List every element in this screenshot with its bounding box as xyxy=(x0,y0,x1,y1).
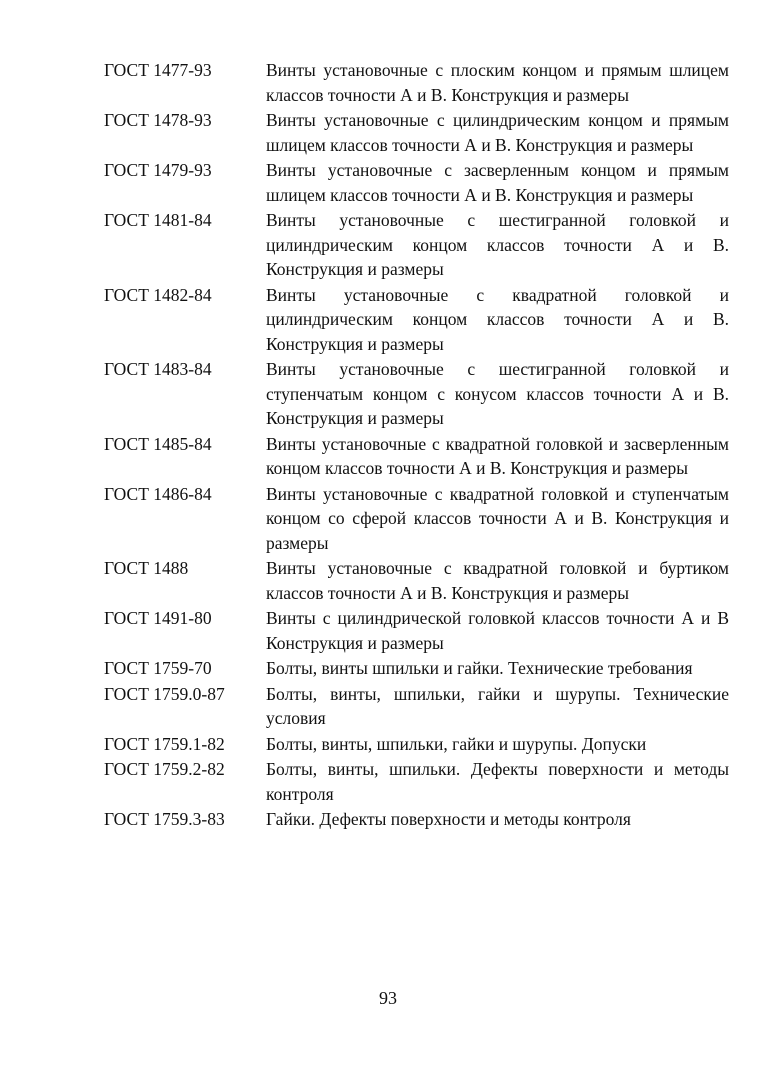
standard-title: Винты установочные с засверленным концом и прямым шлицем классов точности А и В. Конструкция и размеры xyxy=(266,160,729,205)
standard-entry-1479 xyxy=(104,158,729,207)
standard-entry-1483 xyxy=(104,357,729,431)
standard-entry-1488 xyxy=(104,556,729,605)
standard-title: Винты установочные с квадратной головкой и засверленным концом классов точности А и В. Конструкция и размеры xyxy=(266,433,729,478)
standard-entry-1759-0 xyxy=(104,682,729,731)
standard-title: Болты, винты шпильки и гайки. Технические требования xyxy=(266,658,693,678)
standard-code: ГОСТ 1477-93 xyxy=(104,60,212,80)
standard-title: Винты установочные с квадратной головкой и цилиндрическим концом классов точности А и В. Конструкция и размеры xyxy=(266,284,729,354)
standard-entry-1477 xyxy=(104,58,729,107)
standard-entry-1759-1 xyxy=(104,732,729,757)
standard-code: ГОСТ 1478-93 xyxy=(104,110,212,130)
standard-title: Болты, винты, шпильки, гайки и шурупы. Технические условия xyxy=(266,683,729,728)
standard-entry-1485 xyxy=(104,432,729,481)
standard-title: Винты установочные с цилиндрическим концом и прямым шлицем классов точности А и В. Конструкция и размеры xyxy=(266,110,729,155)
page-number: 93 xyxy=(379,988,397,1008)
standard-code: ГОСТ 1759-70 xyxy=(104,658,212,678)
standard-title: Болты, винты, шпильки, гайки и шурупы. Допуски xyxy=(266,733,647,754)
standard-title: Винты установочные с квадратной головкой и ступенчатым концом со сферой классов точности А и В. Конструкция и размеры xyxy=(266,483,729,553)
standard-code: ГОСТ 1481-84 xyxy=(104,210,212,230)
standard-entry-1482 xyxy=(104,283,729,357)
standard-entry-1478 xyxy=(104,108,729,157)
standard-code: ГОСТ 1486-84 xyxy=(104,483,212,504)
standard-title: Винты установочные с квадратной головкой и буртиком классов точности А и В. Конструкция и размеры xyxy=(266,558,729,603)
standard-code: ГОСТ 1759.3-83 xyxy=(104,809,225,829)
standard-code: ГОСТ 1485-84 xyxy=(104,433,212,454)
standard-entry-1759-3 xyxy=(104,807,729,832)
standard-code: ГОСТ 1482-84 xyxy=(104,284,212,305)
standard-code: ГОСТ 1759.0-87 xyxy=(104,683,225,704)
standards-list xyxy=(104,58,729,833)
standard-title: Винты установочные с шестигранной головкой и цилиндрическим концом классов точности А и В. Конструкция и размеры xyxy=(266,210,729,279)
standard-title: Гайки. Дефекты поверхности и методы контроля xyxy=(266,809,631,829)
standard-entry-1759-2 xyxy=(104,757,729,806)
standard-code: ГОСТ 1488 xyxy=(104,558,189,578)
standard-code: ГОСТ 1483-84 xyxy=(104,359,212,379)
standard-code: ГОСТ 1759.1-82 xyxy=(104,733,225,754)
standard-code: ГОСТ 1759.2-82 xyxy=(104,759,225,779)
standard-title: Болты, винты, шпильки. Дефекты поверхности и методы контроля xyxy=(266,759,729,804)
standard-entry-1481 xyxy=(104,208,729,282)
standard-code: ГОСТ 1479-93 xyxy=(104,160,212,180)
standard-title: Винты с цилиндрической головкой классов точности А и В Конструкция и размеры xyxy=(266,608,729,653)
standard-title: Винты установочные с шестигранной головкой и ступенчатым концом с конусом классов точности А и В. Конструкция и размеры xyxy=(266,359,729,428)
standard-title: Винты установочные с плоским концом и прямым шлицем классов точности А и В. Конструкция и размеры xyxy=(266,60,729,105)
standard-entry-1486 xyxy=(104,482,729,556)
standard-code: ГОСТ 1491-80 xyxy=(104,608,212,628)
standard-entry-1759 xyxy=(104,656,729,681)
standard-entry-1491 xyxy=(104,606,729,655)
